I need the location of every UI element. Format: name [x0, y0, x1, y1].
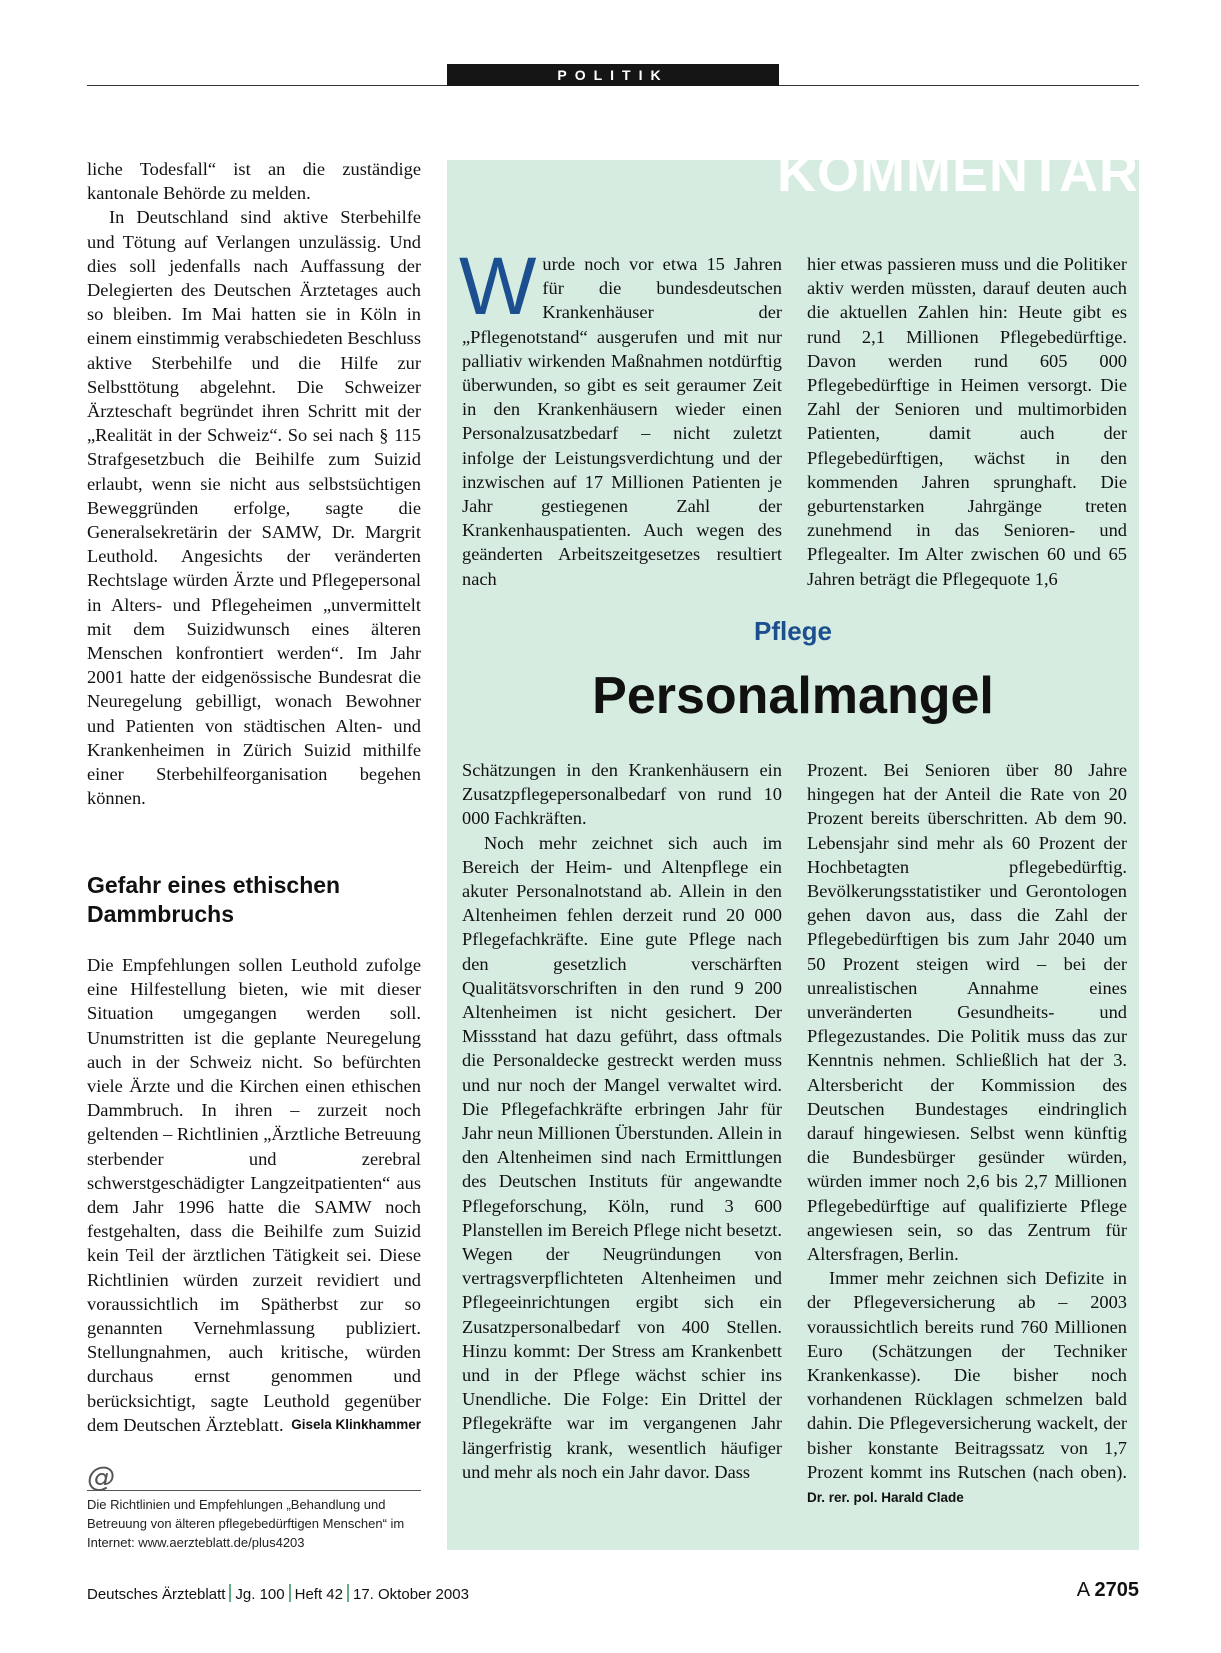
issue: Heft 42 — [294, 1586, 343, 1603]
author-byline: Gisela Klinkhammer — [291, 1416, 421, 1432]
page-number — [1077, 1579, 1139, 1602]
section-label: POLITIK — [447, 64, 779, 86]
drop-cap: W — [459, 241, 537, 332]
kommentar-label: KOMMENTAR — [777, 144, 1139, 202]
paragraph — [87, 953, 421, 1437]
footer — [87, 1584, 469, 1603]
kommentar-column-2-bottom — [807, 758, 1127, 1510]
paragraph: liche Todesfall“ ist an die zuständige kantonale Behörde zu melden. — [87, 159, 421, 204]
volume: Jg. 100 — [235, 1586, 285, 1603]
kommentar-column-1-bottom — [462, 758, 782, 1484]
author-byline: Dr. rer. pol. Harald Clade — [807, 1490, 964, 1506]
issue-date: 17. Oktober 2003 — [353, 1586, 469, 1603]
page-number-value: 2705 — [1094, 1579, 1139, 1601]
internet-note: Die Richtlinien und Empfehlungen „Behandlung und Betreuung von älteren pflegebedürftigen Menschen“ im Internet: www.aerzteblatt.de/plus4203 — [87, 1497, 405, 1550]
subheading: Gefahr eines ethischen Dammbruchs — [87, 872, 341, 927]
headline: Personalmangel — [592, 667, 994, 725]
kommentar-column-1-top — [459, 241, 782, 591]
paragraph: Schätzungen in den Krankenhäusern ein Zusatzpflegepersonalbedarf von rund 10 000 Fachkräften. — [462, 760, 782, 829]
left-column-bottom — [87, 953, 421, 1437]
footer-separator — [347, 1584, 349, 1602]
left-column-top — [87, 157, 421, 810]
paragraph: Noch mehr zeichnet sich auch im Bereich der Heim- und Altenpflege ein akuter Personalnotstand ab. Allein in den Altenheimen fehlen derzeit rund 20 000 Pflegefachkräfte. Eine gute Pflege nach den gesetzlich verschärften Qualitätsvorschriften in den rund 9 200 Altenheimen ist nicht gesichert. Der Missstand hat dazu geführt, dass oftmals die Personaldecke gestreckt werden muss und nur noch der Mangel verwaltet wird. Die Pflegefachkräfte erbringen Jahr für Jahr neun Millionen Überstunden. Allein in den Altenheimen sind nach Ermittlungen des Deutschen Instituts für angewandte Pflegeforschung, Köln, rund 3 600 Planstellen im Bereich Pflege nicht besetzt. Wegen der Neugründungen von vertragsverpflichteten Altenheimen und Pflegeeinrichtungen ergibt sich ein Zusatzpersonalbedarf von 400 Stellen. Hinzu kommt: Der Stress am Krankenbett und in der Pflege wächst schier ins Unendliche. Die Folge: Ein Drittel der Pflegekräfte war im vergangenen Jahr längerfristig krank, wesentlich häufiger und mehr als noch ein Jahr davor. Dass — [462, 832, 782, 1482]
kicker: Pflege — [753, 616, 833, 646]
footer-separator — [229, 1584, 231, 1602]
kommentar-column-2-top — [807, 252, 1127, 591]
paragraph: Prozent. Bei Senioren über 80 Jahre hingegen hat der Anteil die Rate von 20 Prozent bereits überschritten. Ab dem 90. Lebensjahr sind mehr als 60 Prozent der Hochbetagten pflegebedürftig. Bevölkerungsstatistiker und Gerontologen gehen davon aus, dass die Zahl der Pflegebedürftigen bis zum Jahr 2040 um 50 Prozent steigen wird – bei der unrealistischen Annahme eines unveränderten Gesundheits- und Pflegezustandes. Die Politik muss das zur Kenntnis nehmen. Schließlich hat der 3. Altersbericht der Kommission des Deutschen Bundestages eindringlich darauf hingewiesen. Selbst wenn künftig die Bundesbürger gesünder würden, würden immer noch 2,6 bis 2,7 Millionen Pflegebedürftige auf qualifizierte Pflege angewiesen sein, so das Zentrum für Altersfragen, Berlin. — [807, 760, 1127, 1265]
footer-separator — [289, 1584, 291, 1602]
journal-name: Deutsches Ärzteblatt — [87, 1586, 226, 1603]
at-icon: @ — [87, 1460, 115, 1493]
paragraph — [807, 1266, 1127, 1510]
page-prefix: A — [1076, 1579, 1089, 1601]
paragraph-text: Immer mehr zeichnen sich Defizite in der Pflegeversicherung ab – 2003 voraussichtlich bereits rund 760 Millionen Euro (Schätzungen der Techniker Krankenkasse). Die bisher noch vorhandenen Rücklagen schmelzen bald dahin. Die Pflegeversicherung wackelt, der bisher konstante Beitragssatz von 1,7 Prozent kommt ins Rutschen (nach oben). — [807, 1268, 1127, 1482]
paragraph — [459, 241, 782, 591]
paragraph: hier etwas passieren muss und die Politiker aktiv werden müssten, darauf deuten auch die aktuellen Zahlen hin: Heute gibt es rund 2,1 Millionen Pflegebedürftige. Davon werden rund 605 000 Pflegebedürftige in Heimen versorgt. Die Zahl der Senioren und multimorbiden Patienten, damit auch der Pflegebedürftigen, wächst in den kommenden Jahren sprunghaft. Die geburtenstarken Jahrgänge treten zunehmend in das Senioren- und Pflegealter. Im Alter zwischen 60 und 65 Jahren beträgt die Pflegequote 1,6 — [807, 254, 1127, 589]
paragraph-text: Die Empfehlungen sollen Leuthold zufolge eine Hilfestellung bieten, wie mit dieser Situation umgegangen werden soll. Unumstritten ist die geplante Neuregelung auch in der Schweiz nicht. So befürchten viele Ärzte und die Kirchen einen ethischen Dammbruch. In ihren – zurzeit noch geltenden – Richtlinien „Ärztliche Betreuung sterbender und zerebral schwerstgeschädigter Langzeitpatienten“ aus dem Jahr 1996 hatte die SAMW noch festgehalten, dass die Beihilfe zum Suizid kein Teil der ärztlichen Tätigkeit sei. Diese Richtlinien würden zurzeit revidiert und voraussichtlich im Spätherbst zur so genannten Vernehmlassung publiziert. Stellungnahmen, auch kritische, würden durchaus ernst genommen und berücksichtigt, sagte Leuthold gegenüber dem Deutschen Ärzteblatt. — [87, 955, 421, 1435]
paragraph-text: urde noch vor etwa 15 Jahren für die bundesdeutschen Krankenhäuser der „Pflegenotstand“ ausgerufen und mit nur palliativ wirkenden Maßnahmen notdürftig überwunden, so gibt es seit geraumer Zeit in den Krankenhäusern wieder einen Personalzusatzbedarf – nicht zuletzt infolge der Leistungsverdichtung und der inzwischen auf 17 Millionen Patienten je Jahr gestiegenen Zahl der Krankenhauspatienten. Auch wegen des geänderten Arbeitszeitgesetzes resultiert nach — [462, 254, 782, 589]
note-divider — [87, 1490, 421, 1491]
paragraph: In Deutschland sind aktive Sterbehilfe und Tötung auf Verlangen unzulässig. Und dies soll jedenfalls nach Auffassung der Delegierten des Deutschen Ärztetages auch so bleiben. Im Mai hatten sie in Köln in einem einstimmig verabschiedeten Beschluss aktive Sterbehilfe und die Hilfe zur Selbsttötung abgelehnt. Die Schweizer Ärzteschaft begründet ihren Schritt mit der „Realität in der Schweiz“. So sei nach § 115 Strafgesetzbuch die Beihilfe zum Suizid erlaubt, wenn sie nicht aus selbstsüchtigen Beweggründen erfolge, sagte die Generalsekretärin der SAMW, Dr. Margrit Leuthold. Angesichts der veränderten Rechtslage würden Ärzte und Pflegepersonal in Alters- und Pflegeheimen „unvermittelt mit dem Suizidwunsch eines älteren Menschen konfrontiert werden“. Im Jahr 2001 hatte der eidgenössische Bundesrat die Neuregelung gebilligt, wonach Bewohner und Patienten von städtischen Alten- und Krankenheimen in Zürich Suizid mithilfe einer Sterbehilfeorganisation begehen können. — [87, 207, 421, 809]
